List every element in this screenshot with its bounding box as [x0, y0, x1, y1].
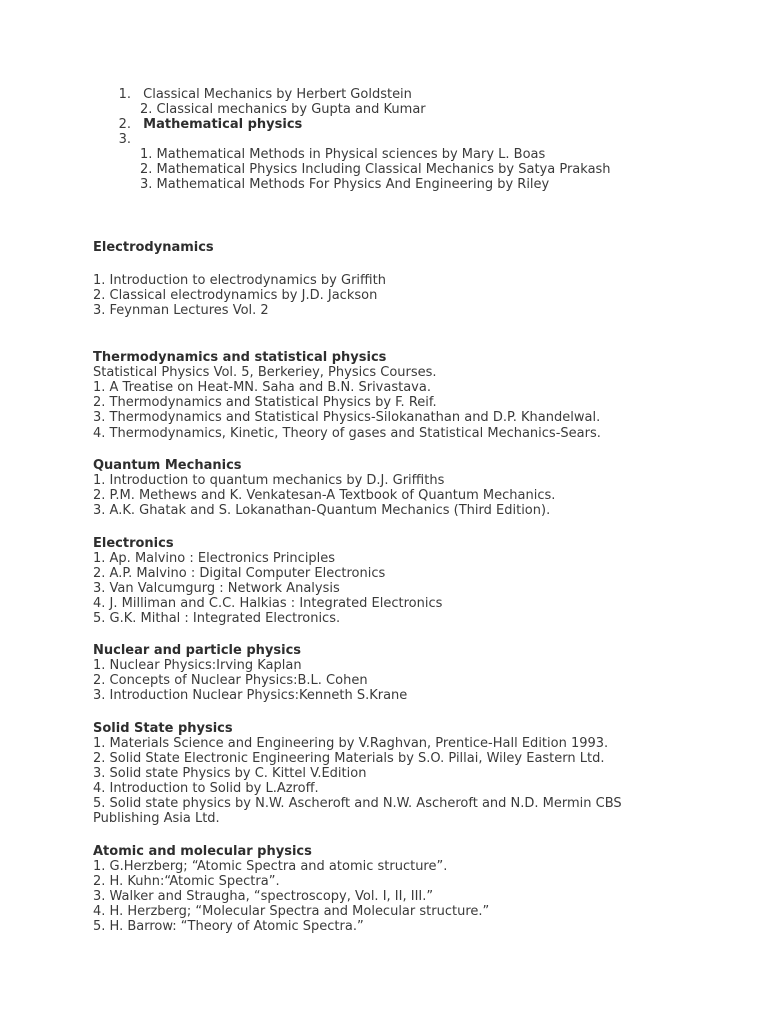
list-item: 1. Introduction to quantum mechanics by D.J. Griffiths: [93, 473, 445, 488]
list-item: 4. Introduction to Solid by L.Azroff.: [93, 781, 319, 796]
list-item: 1. A Treatise on Heat-MN. Saha and B.N. Srivastava.: [93, 380, 431, 395]
list-item: 4. H. Herzberg; “Molecular Spectra and Molecular structure.”: [93, 904, 490, 919]
sub-list-item: 2. Mathematical Physics Including Classical Mechanics by Satya Prakash: [140, 162, 611, 177]
list-item-continuation: Publishing Asia Ltd.: [93, 811, 220, 826]
section-heading: Electrodynamics: [93, 240, 214, 255]
list-item-text: Mathematical physics: [143, 117, 303, 132]
sub-list-item: 3. Mathematical Methods For Physics And Engineering by Riley: [140, 177, 550, 192]
list-item: 5. G.K. Mithal : Integrated Electronics.: [93, 611, 341, 626]
section-heading: Atomic and molecular physics: [93, 844, 312, 859]
section-heading: Electronics: [93, 536, 174, 551]
list-item: 2. H. Kuhn:“Atomic Spectra”.: [93, 874, 280, 889]
list-item: 2. A.P. Malvino : Digital Computer Electronics: [93, 566, 386, 581]
list-item: 3. Feynman Lectures Vol. 2: [93, 303, 269, 318]
section-heading: Solid State physics: [93, 721, 233, 736]
list-item: 1. Materials Science and Engineering by V.Raghvan, Prentice-Hall Edition 1993.: [93, 736, 609, 751]
list-item: 2. Classical electrodynamics by J.D. Jackson: [93, 288, 378, 303]
list-number: 2.: [118, 117, 131, 132]
sub-list-item: 2. Classical mechanics by Gupta and Kumar: [140, 102, 426, 117]
list-item: 3. A.K. Ghatak and S. Lokanathan-Quantum Mechanics (Third Edition).: [93, 503, 551, 518]
list-item: [109, 117, 302, 132]
list-item: 3. Introduction Nuclear Physics:Kenneth S.Krane: [93, 688, 408, 703]
list-item: 5. H. Barrow: “Theory of Atomic Spectra.”: [93, 919, 364, 934]
list-item: 5. Solid state physics by N.W. Ascheroft and N.W. Ascheroft and N.D. Mermin CBS: [93, 796, 622, 811]
list-item: 2. Concepts of Nuclear Physics:B.L. Cohen: [93, 673, 368, 688]
list-item: 3. Van Valcumgurg : Network Analysis: [93, 581, 340, 596]
list-item: 1. G.Herzberg; “Atomic Spectra and atomic structure”.: [93, 859, 448, 874]
section-heading: Quantum Mechanics: [93, 458, 242, 473]
list-item: 2. Solid State Electronic Engineering Materials by S.O. Pillai, Wiley Eastern Ltd.: [93, 751, 605, 766]
list-item: 3. Walker and Straugha, “spectroscopy, Vol. I, II, III.”: [93, 889, 434, 904]
list-number: 3.: [118, 132, 131, 147]
list-number: 1.: [118, 87, 131, 102]
list-item: [109, 87, 412, 102]
list-item: 1. Ap. Malvino : Electronics Principles: [93, 551, 336, 566]
list-item: 4. Thermodynamics, Kinetic, Theory of gases and Statistical Mechanics-Sears.: [93, 426, 601, 441]
list-item: 1. Nuclear Physics:Irving Kaplan: [93, 658, 302, 673]
section-heading: Thermodynamics and statistical physics: [93, 350, 387, 365]
section-heading: Nuclear and particle physics: [93, 643, 302, 658]
list-item-text: Classical Mechanics by Herbert Goldstein: [143, 87, 412, 102]
list-item: [109, 132, 134, 147]
list-item: 1. Introduction to electrodynamics by Griffith: [93, 273, 386, 288]
list-item: Statistical Physics Vol. 5, Berkeriey, Physics Courses.: [93, 365, 437, 380]
list-item: 2. Thermodynamics and Statistical Physics by F. Reif.: [93, 395, 437, 410]
list-item: 2. P.M. Methews and K. Venkatesan-A Textbook of Quantum Mechanics.: [93, 488, 556, 503]
list-item: 4. J. Milliman and C.C. Halkias : Integrated Electronics: [93, 596, 443, 611]
list-item: 3. Solid state Physics by C. Kittel V.Edition: [93, 766, 367, 781]
list-item: 3. Thermodynamics and Statistical Physics-Silokanathan and D.P. Khandelwal.: [93, 410, 601, 425]
sub-list-item: 1. Mathematical Methods in Physical sciences by Mary L. Boas: [140, 147, 546, 162]
